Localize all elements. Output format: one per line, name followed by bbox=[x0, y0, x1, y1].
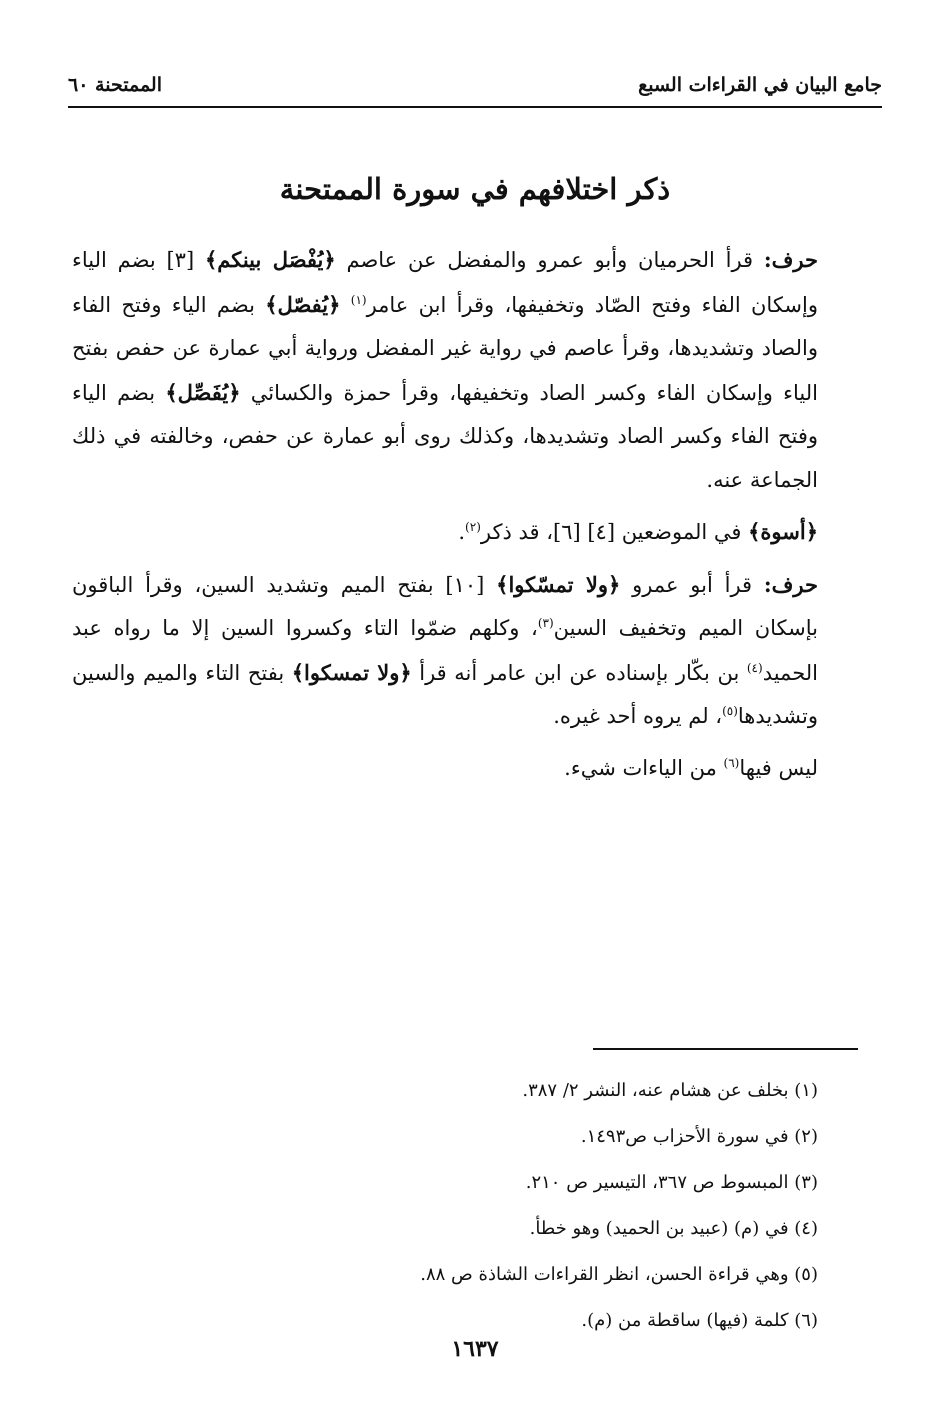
entry-label: حرف: bbox=[763, 247, 818, 272]
paragraph bbox=[72, 563, 818, 739]
quranic-word: ﴿ولا تمسّكوا﴾ bbox=[496, 571, 621, 597]
paragraph bbox=[72, 747, 818, 791]
footnote: (٦) كلمة (فيها) ساقطة من (م). bbox=[581, 1310, 818, 1331]
chapter-title: ذكر اختلافهم في سورة الممتحنة bbox=[279, 172, 671, 206]
body-text bbox=[72, 238, 818, 798]
footnote-ref: (٣) bbox=[537, 616, 554, 630]
header-rule bbox=[68, 106, 882, 108]
text-run: ليس فيها bbox=[739, 755, 818, 780]
section-label: الممتحنة ٦٠ bbox=[68, 74, 162, 96]
footnote: (٤) في (م) (عبيد بن الحميد) وهو خطأ. bbox=[529, 1218, 818, 1239]
text-run: بضم الياء وفتح الفاء وكسر الصاد وتشديدها، وكذلك روى أبو عمارة عن حفص، وخالفته في ذلك الجماعة عنه. bbox=[72, 380, 818, 492]
footnote-ref: (٢) bbox=[465, 520, 481, 534]
quranic-word: ﴿أسوة﴾ bbox=[748, 519, 818, 544]
text-run: بفتح التاء والميم والسين وتشديدها bbox=[72, 660, 818, 728]
footnotes bbox=[100, 1068, 818, 1344]
footnote: (٢) في سورة الأحزاب ص١٤٩٣. bbox=[580, 1126, 818, 1147]
footnote: (٥) وهي قراءة الحسن، انظر القراءات الشاذة ص ٨٨. bbox=[420, 1264, 818, 1285]
text-run: ، وكلهم ضمّوا التاء وكسروا السين إلا ما رواه عبد الحميد bbox=[72, 616, 818, 685]
quranic-word: ﴿يُفَصِّل﴾ bbox=[165, 379, 241, 405]
page-number: ١٦٣٧ bbox=[451, 1336, 499, 1362]
footnote-ref: (٤) bbox=[746, 660, 763, 675]
entry-label: حرف: bbox=[763, 571, 818, 597]
text-run: بضم الياء وفتح الفاء والصاد وتشديدها، وقرأ عاصم في رواية غير المفضل ورواية أبي عمارة عن حفص بفتح الياء وإسكان الفاء وكسر الصاد وتخفيفها، وقرأ حمزة والكسائي bbox=[72, 292, 818, 405]
text-run: قرأ أبو عمرو bbox=[620, 572, 753, 597]
paragraph bbox=[72, 510, 818, 555]
text-run: [١٠] بفتح الميم وتشديد السين، وقرأ الباقون بإسكان الميم وتخفيف السين bbox=[72, 572, 818, 640]
quranic-word: ﴿يُفْصَل بينكم﴾ bbox=[204, 247, 336, 272]
text-run: قرأ الحرميان وأبو عمرو والمفضل عن عاصم bbox=[335, 248, 754, 272]
text-run: في الموضعين [٤] [٦]، قد ذكر bbox=[480, 520, 749, 544]
text-run: من الياءات شيء. bbox=[564, 755, 724, 780]
text-run: بن بكّار بإسناده عن ابن عامر أنه قرأ bbox=[411, 660, 747, 685]
footnote-ref: (٥) bbox=[722, 704, 738, 718]
footnote: (٣) المبسوط ص ٣٦٧، التيسير ص ٢١٠. bbox=[525, 1172, 818, 1193]
quranic-word: ﴿ولا تمسكوا﴾ bbox=[291, 659, 412, 685]
text-run: ، لم يروه أحد غيره. bbox=[553, 704, 723, 728]
book-title: جامع البيان في القراءات السبع bbox=[638, 74, 882, 96]
footnote: (١) بخلف عن هشام عنه، النشر ٢/ ٣٨٧. bbox=[522, 1080, 818, 1101]
footnote-ref: (٦) bbox=[723, 755, 740, 770]
text-run bbox=[340, 293, 350, 317]
text-run: . bbox=[458, 520, 466, 544]
footnote-ref: (١) bbox=[350, 292, 367, 307]
footnote-rule bbox=[593, 1048, 858, 1050]
text-run: [٣] بضم الياء وإسكان الفاء وفتح الصّاد وتخفيفها، وقرأ ابن عامر bbox=[72, 248, 819, 317]
paragraph bbox=[72, 238, 818, 502]
running-head bbox=[68, 68, 882, 102]
quranic-word: ﴿يُفصّل﴾ bbox=[265, 291, 341, 317]
